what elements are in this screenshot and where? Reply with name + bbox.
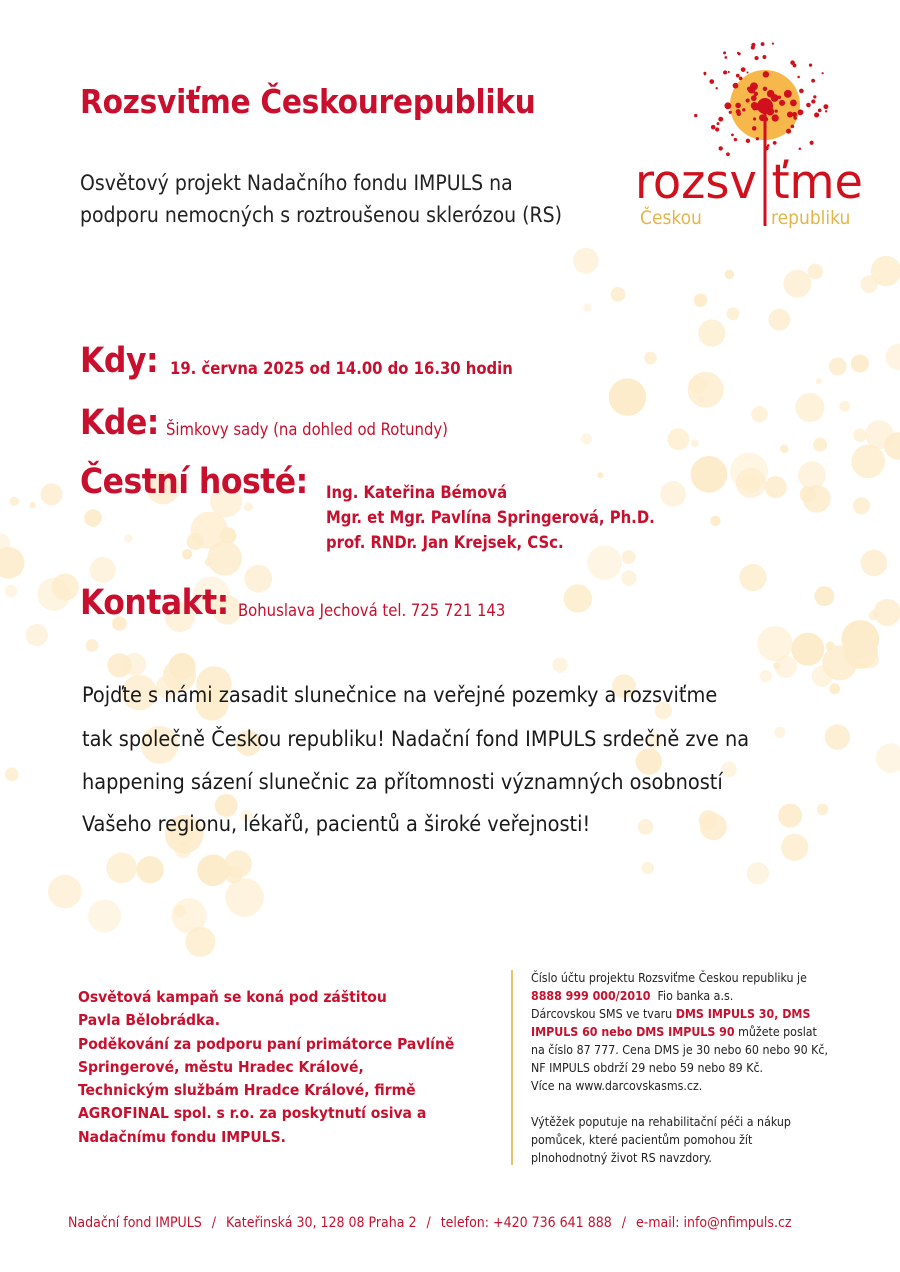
logo-dot — [737, 52, 740, 55]
logo-dot — [754, 56, 758, 60]
logo-dot — [718, 117, 723, 122]
logo-dot — [731, 134, 734, 137]
logo-dot — [814, 112, 819, 117]
account-number: 8888 999 000/2010 — [531, 989, 651, 1003]
bubble — [813, 438, 827, 452]
logo-dot — [728, 71, 730, 73]
bubble — [725, 270, 735, 280]
logo-dot — [790, 60, 795, 65]
bubble — [739, 564, 766, 591]
bubble — [106, 853, 137, 884]
sms-code: IMPULS 60 nebo DMS IMPULS 90 — [531, 1025, 735, 1039]
bubble — [730, 453, 768, 491]
bubble — [638, 819, 654, 835]
sms-code: DMS IMPULS 30, DMS — [675, 1007, 811, 1021]
donation-line: NF IMPULS obdrží 29 nebo 59 nebo 89 Kč. — [531, 1061, 764, 1075]
footer-phone: telefon: +420 736 641 888 — [440, 1215, 612, 1231]
bubble — [644, 352, 657, 365]
page-title: Rozsviťme Českourepubliku — [80, 82, 536, 121]
bubble — [874, 599, 900, 626]
guest: Ing. Kateřina Bémová — [326, 483, 508, 502]
donation-use-line: pomůcek, které pacientům pomohou žít — [531, 1133, 753, 1147]
donation-line: na číslo 87 777. Cena DMS je 30 nebo 60 nebo 90 Kč, — [531, 1043, 829, 1057]
svg-text:republiku: republiku — [771, 207, 851, 229]
bubble — [825, 724, 850, 749]
bubble — [175, 842, 191, 858]
sms-intro: Dárcovskou SMS ve tvaru — [531, 1007, 676, 1021]
logo-dot — [784, 90, 792, 98]
logo-dot — [746, 98, 750, 102]
logo-dot — [811, 79, 815, 83]
bubble — [660, 481, 686, 507]
bubble — [765, 476, 787, 498]
bubble — [609, 378, 647, 416]
bubble — [822, 645, 857, 680]
donation-use-line: Výtěžek poputuje na rehabilitační péči a nákup — [531, 1115, 791, 1129]
bubble — [798, 461, 826, 489]
bubble — [90, 557, 116, 583]
logo-dot — [752, 126, 757, 131]
bubble — [10, 497, 19, 506]
invitation-line: Pojďte s námi zasadit slunečnice na veřejné pozemky a rozsviťme — [82, 683, 718, 708]
logo-dot — [736, 109, 741, 114]
logo-dot — [733, 83, 739, 89]
bubble — [581, 434, 592, 445]
logo-dot — [793, 116, 796, 119]
logo-dot — [791, 125, 795, 129]
donation-line — [531, 989, 733, 1003]
bubble — [137, 856, 164, 883]
bubble — [218, 864, 231, 877]
logo-dot — [723, 51, 726, 54]
logo-dot — [763, 87, 767, 91]
bubble — [698, 319, 725, 346]
donation-use-line: plnohodnotný život RS navzdory. — [531, 1151, 712, 1165]
bubble — [207, 541, 242, 576]
footer-org: Nadační fond IMPULS — [68, 1215, 202, 1231]
logo-dot — [736, 74, 740, 78]
bubble — [691, 439, 699, 447]
svg-text:rozsv ťme: rozsv ťme — [635, 155, 863, 210]
bubble — [751, 406, 768, 423]
bubble — [861, 550, 888, 577]
logo-dot — [818, 109, 822, 113]
bubble — [774, 727, 785, 738]
donation-line — [531, 1007, 810, 1021]
bubble — [587, 545, 622, 580]
bubble — [583, 303, 592, 312]
bubble — [851, 354, 869, 372]
bubble — [689, 376, 707, 394]
bubble — [829, 683, 840, 694]
bubble — [781, 834, 808, 861]
contact-value: Bohuslava Jechová tel. 725 721 143 — [238, 601, 506, 620]
bubble — [757, 626, 792, 661]
bubble — [41, 483, 63, 505]
logo-dot — [709, 79, 714, 84]
bubble — [760, 670, 772, 682]
sms-text: můžete poslat — [734, 1025, 817, 1039]
logo-dot — [742, 108, 745, 111]
logo-dot — [753, 117, 756, 120]
logo-dot — [773, 141, 777, 145]
logo-dot — [771, 94, 779, 102]
logo-dot — [694, 114, 697, 117]
guests-label: Čestní hosté: — [80, 462, 308, 502]
footer-address: Kateřinská 30, 128 08 Praha 2 — [226, 1215, 417, 1231]
logo-dot — [704, 73, 706, 75]
logo-dot — [790, 99, 797, 106]
patronage-line: AGROFINAL spol. s r.o. za poskytnutí osiva a — [78, 1104, 427, 1122]
where-value: Šimkovy sady (na dohled od Rotundy) — [166, 420, 448, 439]
logo-dot — [809, 64, 812, 67]
divider — [511, 970, 513, 1165]
logo-dot — [779, 100, 785, 106]
logo-dot — [734, 138, 737, 141]
bubble — [697, 395, 703, 401]
logo-dot — [719, 146, 723, 150]
bubble — [817, 803, 829, 815]
bubble — [780, 445, 788, 453]
bubble — [30, 502, 36, 508]
bubble — [48, 875, 82, 909]
bubble — [244, 503, 253, 512]
logo-dot — [715, 127, 719, 131]
logo-dot — [813, 95, 816, 98]
bubble — [808, 264, 824, 280]
bubble — [700, 813, 727, 840]
invitation-line: Vašeho regionu, lékařů, pacientů a široké veřejnosti! — [82, 812, 591, 837]
bubble — [839, 401, 850, 412]
logo-dot — [810, 141, 814, 145]
logo-dot — [772, 114, 779, 121]
logo-dot — [787, 129, 791, 133]
logo-dot — [763, 71, 769, 77]
patronage-line: Springerové, městu Hradec Králové, — [78, 1058, 364, 1076]
logo-dot — [725, 56, 728, 59]
bubble — [768, 309, 790, 331]
logo-dot — [799, 148, 802, 151]
bubble — [52, 574, 79, 601]
bubble — [816, 378, 822, 384]
svg-text:Českou: Českou — [640, 207, 702, 229]
logo-dot — [797, 76, 800, 79]
bubble — [803, 485, 831, 513]
separator: / — [621, 1215, 626, 1231]
guest: prof. RNDr. Jan Krejsek, CSc. — [326, 533, 564, 552]
patronage-line: Osvětová kampaň se koná pod záštitou — [78, 988, 387, 1006]
bubble — [225, 878, 264, 917]
bubble — [26, 624, 48, 646]
bubble — [773, 662, 780, 669]
separator: / — [426, 1215, 431, 1231]
bubble — [721, 762, 737, 778]
bubble — [84, 509, 102, 527]
logo-dot — [716, 87, 718, 89]
bubble — [124, 534, 132, 542]
bubble — [853, 428, 867, 442]
bubble — [667, 428, 689, 450]
where-label: Kde: — [80, 403, 159, 443]
separator: / — [211, 1215, 217, 1231]
guest: Mgr. et Mgr. Pavlína Springerová, Ph.D. — [326, 508, 655, 527]
logo-dot — [723, 70, 727, 74]
bubble — [727, 307, 740, 320]
footer — [68, 1215, 792, 1231]
bubble — [86, 639, 99, 652]
bubble — [88, 899, 121, 932]
bubble — [5, 768, 19, 782]
bubble — [642, 862, 655, 875]
bubble — [710, 516, 720, 526]
logo-dot — [798, 109, 804, 115]
patronage-line: Poděkování za podporu paní primátorce Pavlíně — [78, 1035, 455, 1053]
logo-dot — [711, 125, 716, 130]
bubble — [814, 586, 834, 606]
bubble — [829, 357, 847, 375]
footer-email[interactable]: e-mail: info@nfimpuls.cz — [635, 1215, 792, 1231]
logo-dot — [741, 67, 746, 72]
donation-line — [531, 1025, 817, 1039]
bank-name: Fio banka a.s. — [657, 989, 734, 1003]
logo-dot — [756, 137, 759, 140]
logo-dot — [750, 82, 758, 90]
bubble — [182, 549, 192, 559]
bubble — [694, 293, 707, 306]
logo-dot — [806, 103, 811, 108]
donation-link[interactable]: Více na www.darcovskasms.cz. — [531, 1079, 703, 1093]
logo-dot — [811, 99, 815, 103]
logo-dot — [724, 102, 731, 109]
logo-dot — [775, 110, 778, 113]
bubble — [622, 550, 636, 564]
bubble — [871, 256, 900, 286]
bubble — [791, 633, 824, 666]
bubble — [621, 570, 636, 585]
bubble — [552, 658, 567, 673]
invitation-line: tak společně Českou republiku! Nadační fond IMPULS srdečně zve na — [82, 727, 750, 752]
bubble — [778, 804, 802, 828]
logo-dot — [778, 95, 782, 99]
donation-line: Číslo účtu projektu Rozsviťme Českou republiku je — [531, 971, 807, 985]
contact-label: Kontakt: — [80, 583, 229, 623]
bubble — [123, 653, 146, 676]
logo-dot — [762, 55, 766, 59]
bubble — [783, 270, 811, 298]
bubble — [573, 248, 599, 274]
logo-dot — [717, 122, 720, 125]
logo-dot — [752, 106, 756, 110]
when-value: 19. června 2025 od 14.00 do 16.30 hodin — [170, 359, 513, 378]
logo-dot — [772, 43, 774, 45]
logo-dot — [747, 71, 749, 73]
logo-dot — [792, 112, 797, 117]
bubble — [747, 862, 769, 884]
logo-dot — [751, 43, 755, 47]
logo-dot — [751, 95, 757, 101]
logo-dot — [822, 72, 824, 74]
patronage-line: Pavla Bělobrádka. — [78, 1011, 221, 1029]
logo-dot — [729, 111, 732, 114]
bubble — [564, 584, 592, 612]
logo-dot — [799, 89, 804, 94]
subtitle-line: podporu nemocných s roztroušenou sklerózou (RS) — [80, 203, 562, 227]
logo-dot — [735, 103, 741, 109]
bubble — [185, 927, 215, 957]
bubble — [5, 585, 18, 598]
patronage-line: Nadačnímu fondu IMPULS. — [78, 1128, 286, 1146]
bubble — [886, 344, 900, 370]
logo-dot — [739, 77, 743, 81]
invitation-line: happening sázení slunečnic za přítomnosti významných osobností — [82, 770, 723, 795]
patronage-line: Technickým službám Hradce Králové, firmě — [78, 1081, 416, 1099]
logo-dot — [746, 139, 750, 143]
bubble — [851, 445, 885, 479]
rozsvitme-logo — [630, 40, 880, 240]
bubble — [597, 472, 603, 478]
logo-dot — [823, 104, 828, 109]
logo-dot — [761, 42, 765, 46]
logo-dot — [825, 110, 827, 112]
bubble — [611, 287, 626, 302]
bubble — [691, 456, 728, 493]
bubble — [853, 497, 870, 514]
subtitle-line: Osvětový projekt Nadačního fondu IMPULS na — [80, 171, 513, 195]
bubble — [0, 547, 24, 579]
bubble — [795, 393, 824, 422]
bubble — [244, 565, 272, 593]
when-label: Kdy: — [80, 341, 159, 381]
bubble — [876, 743, 900, 773]
